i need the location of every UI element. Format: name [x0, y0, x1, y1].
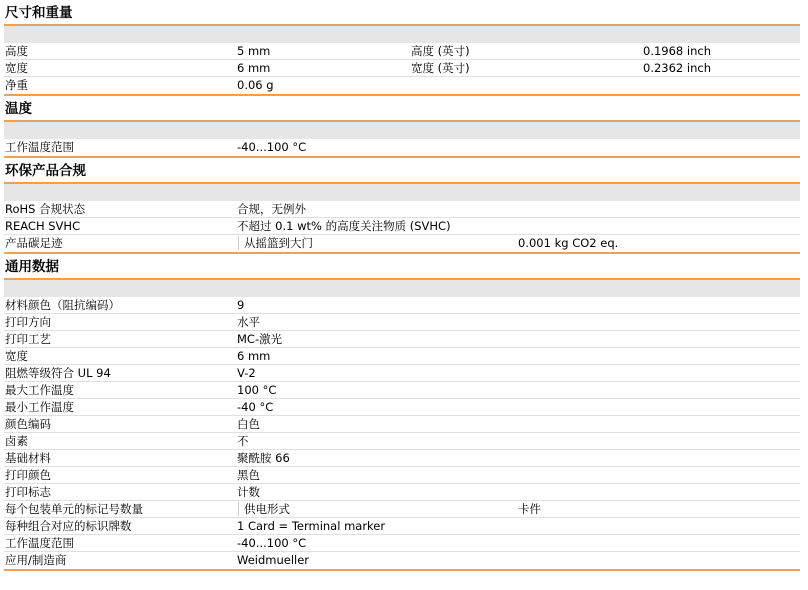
spec-label: 宽度 (英寸) [411, 61, 470, 75]
spec-row [4, 467, 800, 484]
spec-value: 1 Card = Terminal marker [237, 519, 386, 533]
cell-divider [238, 236, 239, 250]
spec-row-height [4, 43, 800, 60]
section-title: 温度 [5, 101, 32, 117]
spec-value: 5 mm [237, 44, 271, 58]
spec-value: 从摇篮到大门 [244, 236, 313, 250]
spec-value: Weidmueller [237, 553, 310, 567]
spec-label: 最大工作温度 [5, 383, 74, 397]
section-title: 尺寸和重量 [5, 5, 73, 21]
spec-row-carbon-footprint [4, 235, 800, 251]
spec-value: 计数 [237, 485, 260, 499]
spec-value: 6 mm [237, 61, 271, 75]
spec-label: 宽度 [5, 349, 28, 363]
section-header-bar [4, 280, 800, 297]
spec-row [4, 535, 800, 552]
spec-value: V-2 [237, 366, 256, 380]
spec-value: 不超过 0.1 wt% 的高度关注物质 (SVHC) [237, 219, 451, 233]
spec-value: 白色 [237, 417, 260, 431]
spec-label: 工作温度范围 [5, 140, 74, 154]
section-title: 环保产品合规 [5, 163, 86, 179]
spec-row [4, 314, 800, 331]
spec-label: 高度 (英寸) [411, 44, 470, 58]
spec-label: 每个包装单元的标记号数量 [5, 502, 143, 516]
section-end-rule [4, 94, 800, 96]
product-spec-sheet [4, 0, 800, 571]
cell-divider [238, 502, 239, 516]
spec-value: 9 [237, 298, 245, 312]
spec-value: 黑色 [237, 468, 260, 482]
section-end-rule [4, 569, 800, 571]
spec-row-rohs [4, 201, 800, 218]
spec-value: 0.001 kg CO2 eq. [518, 236, 619, 250]
spec-label: 净重 [5, 78, 28, 92]
spec-label: 阻燃等级符合 UL 94 [5, 366, 111, 380]
section-compliance [4, 160, 800, 254]
spec-label: 打印颜色 [5, 468, 51, 482]
section-dimensions [4, 2, 800, 96]
spec-row [4, 365, 800, 382]
spec-value: 供电形式 [244, 502, 290, 516]
spec-value: -40 °C [237, 400, 274, 414]
section-header-bar [4, 26, 800, 43]
spec-label: 打印方向 [5, 315, 51, 329]
spec-row [4, 297, 800, 314]
spec-value: 聚酰胺 66 [237, 451, 290, 465]
spec-row-operating-temp [4, 139, 800, 155]
spec-value: 合规，无例外 [237, 202, 306, 216]
spec-row-net-weight [4, 77, 800, 93]
spec-value: MC-激光 [237, 332, 283, 346]
spec-value: 0.2362 inch [643, 61, 711, 75]
spec-row [4, 433, 800, 450]
spec-label: REACH SVHC [5, 219, 81, 233]
spec-value: 0.1968 inch [643, 44, 711, 58]
spec-label: 应用/制造商 [5, 553, 67, 567]
spec-label: 工作温度范围 [5, 536, 74, 550]
spec-label: 最小工作温度 [5, 400, 74, 414]
spec-row [4, 501, 800, 518]
spec-value: -40...100 °C [237, 536, 307, 550]
spec-row [4, 450, 800, 467]
spec-label: 产品碳足迹 [5, 236, 63, 250]
section-end-rule [4, 156, 800, 158]
section-header-bar [4, 122, 800, 139]
spec-label: 宽度 [5, 61, 28, 75]
spec-label: 材料颜色（阻抗编码） [5, 298, 120, 312]
spec-row [4, 331, 800, 348]
spec-value: 卡件 [518, 502, 541, 516]
section-temperature [4, 98, 800, 158]
spec-label: 高度 [5, 44, 28, 58]
spec-value: 0.06 g [237, 78, 274, 92]
spec-row [4, 399, 800, 416]
spec-value: 100 °C [237, 383, 277, 397]
spec-row [4, 382, 800, 399]
spec-label: 基础材料 [5, 451, 51, 465]
spec-row-width [4, 60, 800, 77]
spec-label: 卤素 [5, 434, 28, 448]
spec-row-reach [4, 218, 800, 235]
spec-label: 颜色编码 [5, 417, 51, 431]
section-header-bar [4, 184, 800, 201]
spec-label: RoHS 合规状态 [5, 202, 86, 216]
spec-label: 打印工艺 [5, 332, 51, 346]
spec-row [4, 416, 800, 433]
spec-row [4, 484, 800, 501]
section-title: 通用数据 [5, 259, 59, 275]
spec-label: 打印标志 [5, 485, 51, 499]
spec-row [4, 348, 800, 365]
spec-label: 每种组合对应的标识牌数 [5, 519, 132, 533]
spec-value: 水平 [237, 315, 260, 329]
spec-value: 不 [237, 434, 249, 448]
spec-row [4, 518, 800, 535]
spec-value: 6 mm [237, 349, 271, 363]
spec-row [4, 552, 800, 568]
section-general [4, 256, 800, 571]
spec-value: -40...100 °C [237, 140, 307, 154]
section-end-rule [4, 252, 800, 254]
